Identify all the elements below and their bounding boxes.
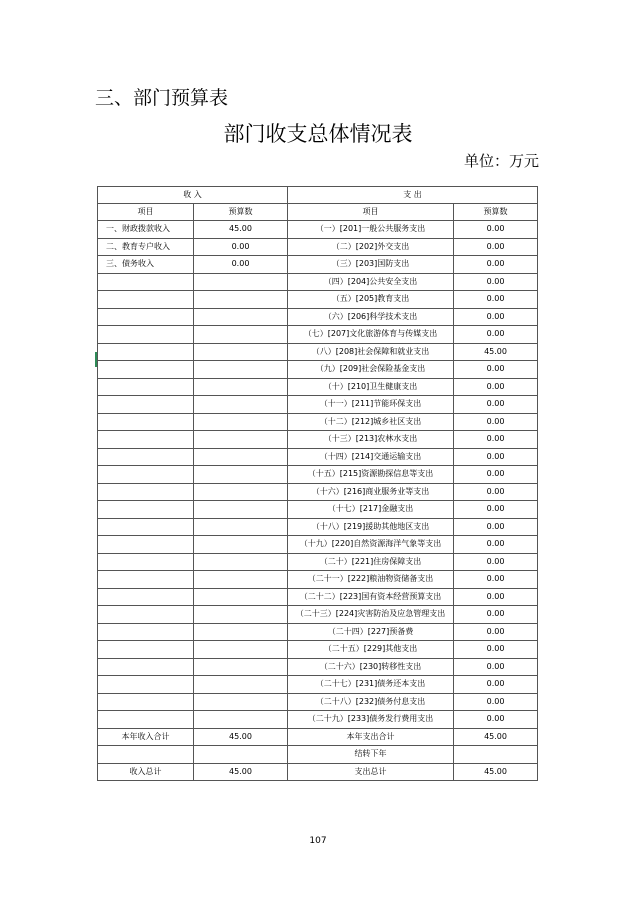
- expense-item-value: 0.00: [454, 361, 538, 379]
- expense-budget-header: 预算数: [454, 204, 538, 221]
- table-row: [98, 431, 538, 449]
- empty-cell: [194, 711, 288, 729]
- expense-item-value: 45.00: [454, 343, 538, 361]
- table-row: [98, 588, 538, 606]
- carry-forward-label: 结转下年: [288, 746, 454, 764]
- expense-group-header: 支 出: [288, 187, 538, 204]
- empty-cell: [194, 588, 288, 606]
- year-income-total-label: 本年收入合计: [98, 728, 194, 746]
- table-row: [98, 396, 538, 414]
- section-heading: 三、部门预算表: [95, 87, 229, 109]
- expense-item-label: （十九）[220]自然资源海洋气象等支出: [288, 536, 454, 554]
- expense-item-label: （十三）[213]农林水支出: [288, 431, 454, 449]
- expense-item-value: 0.00: [454, 221, 538, 239]
- expense-item-label: （十八）[219]援助其他地区支出: [288, 518, 454, 536]
- empty-cell: [98, 606, 194, 624]
- empty-cell: [194, 308, 288, 326]
- expense-item-value: 0.00: [454, 413, 538, 431]
- empty-cell: [194, 536, 288, 554]
- grand-total-row: [98, 763, 538, 781]
- expense-item-value: 0.00: [454, 623, 538, 641]
- expense-item-label: （二）[202]外交支出: [288, 238, 454, 256]
- expense-item-label: （七）[207]文化旅游体育与传媒支出: [288, 326, 454, 344]
- table-row: [98, 448, 538, 466]
- income-grand-total-label: 收入总计: [98, 763, 194, 781]
- empty-cell: [98, 273, 194, 291]
- empty-cell: [98, 501, 194, 519]
- expense-item-value: 0.00: [454, 606, 538, 624]
- expense-item-label: （二十四）[227]预备费: [288, 623, 454, 641]
- empty-cell: [98, 378, 194, 396]
- year-expense-total-value: 45.00: [454, 728, 538, 746]
- empty-cell: [98, 623, 194, 641]
- expense-item-label: （九）[209]社会保险基金支出: [288, 361, 454, 379]
- table-row: [98, 606, 538, 624]
- table-row: [98, 553, 538, 571]
- column-header-row: [98, 204, 538, 221]
- expense-item-label: （二十二）[223]国有资本经营预算支出: [288, 588, 454, 606]
- table-row: [98, 221, 538, 239]
- table-row: [98, 518, 538, 536]
- table-row: [98, 676, 538, 694]
- expense-item-value: 0.00: [454, 273, 538, 291]
- empty-cell: [98, 571, 194, 589]
- expense-item-value: 0.00: [454, 553, 538, 571]
- table-row: [98, 623, 538, 641]
- expense-item-label: （二十六）[230]转移性支出: [288, 658, 454, 676]
- empty-cell: [194, 413, 288, 431]
- empty-cell: [194, 641, 288, 659]
- empty-cell: [194, 396, 288, 414]
- table-row: [98, 571, 538, 589]
- expense-item-value: 0.00: [454, 536, 538, 554]
- empty-cell: [194, 501, 288, 519]
- empty-cell: [98, 518, 194, 536]
- expense-item-label: （二十七）[231]债务还本支出: [288, 676, 454, 694]
- expense-item-value: 0.00: [454, 658, 538, 676]
- empty-cell: [98, 396, 194, 414]
- expense-item-label: （三）[203]国防支出: [288, 256, 454, 274]
- empty-cell: [194, 571, 288, 589]
- expense-item-label: （二十五）[229]其他支出: [288, 641, 454, 659]
- table-row: [98, 501, 538, 519]
- empty-cell: [98, 483, 194, 501]
- table-row: [98, 641, 538, 659]
- expense-grand-total-label: 支出总计: [288, 763, 454, 781]
- empty-cell: [194, 623, 288, 641]
- empty-cell: [98, 448, 194, 466]
- empty-cell: [98, 641, 194, 659]
- expense-item-label: （二十八）[232]债务付息支出: [288, 693, 454, 711]
- table-row: [98, 483, 538, 501]
- table-row: [98, 711, 538, 729]
- expense-item-label: （二十）[221]住房保障支出: [288, 553, 454, 571]
- empty-cell: [194, 693, 288, 711]
- unit-label: 单位：万元: [463, 152, 539, 170]
- expense-item-value: 0.00: [454, 378, 538, 396]
- expense-item-label: （二十一）[222]粮油物资储备支出: [288, 571, 454, 589]
- expense-item-header: 项目: [288, 204, 454, 221]
- table-row: [98, 466, 538, 484]
- year-total-row: [98, 728, 538, 746]
- table-row: [98, 273, 538, 291]
- income-item-value: 0.00: [194, 256, 288, 274]
- empty-cell: [98, 291, 194, 309]
- expense-item-label: （十二）[212]城乡社区支出: [288, 413, 454, 431]
- income-item-label: 三、债务收入: [98, 256, 194, 274]
- empty-cell: [194, 606, 288, 624]
- expense-item-value: 0.00: [454, 396, 538, 414]
- empty-cell: [194, 431, 288, 449]
- table-row: [98, 361, 538, 379]
- empty-cell: [194, 483, 288, 501]
- table-row: [98, 693, 538, 711]
- empty-cell: [98, 746, 194, 764]
- empty-cell: [194, 553, 288, 571]
- expense-item-value: 0.00: [454, 238, 538, 256]
- budget-table: [97, 186, 538, 781]
- empty-cell: [194, 746, 288, 764]
- expense-item-label: （十六）[216]商业服务业等支出: [288, 483, 454, 501]
- expense-item-value: 0.00: [454, 483, 538, 501]
- empty-cell: [98, 413, 194, 431]
- page-number: 107: [309, 836, 327, 846]
- expense-item-label: （十）[210]卫生健康支出: [288, 378, 454, 396]
- empty-cell: [98, 308, 194, 326]
- expense-grand-total-value: 45.00: [454, 763, 538, 781]
- year-income-total-value: 45.00: [194, 728, 288, 746]
- expense-item-label: （四）[204]公共安全支出: [288, 273, 454, 291]
- income-item-label: 一、财政拨款收入: [98, 221, 194, 239]
- table-row: [98, 326, 538, 344]
- empty-cell: [194, 291, 288, 309]
- expense-item-value: 0.00: [454, 518, 538, 536]
- empty-cell: [98, 693, 194, 711]
- expense-item-label: （十七）[217]金融支出: [288, 501, 454, 519]
- empty-cell: [194, 343, 288, 361]
- carry-forward-row: [98, 746, 538, 764]
- empty-cell: [194, 658, 288, 676]
- empty-cell: [98, 588, 194, 606]
- empty-cell: [194, 361, 288, 379]
- empty-cell: [194, 448, 288, 466]
- expense-item-value: 0.00: [454, 466, 538, 484]
- table-row: [98, 343, 538, 361]
- expense-item-label: （十一）[211]节能环保支出: [288, 396, 454, 414]
- expense-item-value: 0.00: [454, 291, 538, 309]
- table-row: [98, 658, 538, 676]
- empty-cell: [98, 711, 194, 729]
- empty-cell: [194, 378, 288, 396]
- income-group-header: 收 入: [98, 187, 288, 204]
- year-expense-total-label: 本年支出合计: [288, 728, 454, 746]
- empty-cell: [98, 431, 194, 449]
- table-row: [98, 291, 538, 309]
- table-row: [98, 413, 538, 431]
- empty-cell: [194, 466, 288, 484]
- empty-cell: [98, 343, 194, 361]
- expense-item-value: 0.00: [454, 693, 538, 711]
- empty-cell: [98, 361, 194, 379]
- cell-cursor-marker: [95, 352, 97, 367]
- empty-cell: [194, 273, 288, 291]
- expense-item-value: 0.00: [454, 431, 538, 449]
- empty-cell: [98, 536, 194, 554]
- income-item-header: 项目: [98, 204, 194, 221]
- table-row: [98, 238, 538, 256]
- expense-item-label: （二十九）[233]债务发行费用支出: [288, 711, 454, 729]
- expense-item-value: 0.00: [454, 641, 538, 659]
- empty-cell: [98, 326, 194, 344]
- expense-item-value: 0.00: [454, 256, 538, 274]
- empty-cell: [194, 326, 288, 344]
- table-row: [98, 378, 538, 396]
- expense-item-label: （十五）[215]资源勘探信息等支出: [288, 466, 454, 484]
- income-grand-total-value: 45.00: [194, 763, 288, 781]
- expense-item-value: 0.00: [454, 711, 538, 729]
- income-item-value: 45.00: [194, 221, 288, 239]
- income-item-value: 0.00: [194, 238, 288, 256]
- income-budget-header: 预算数: [194, 204, 288, 221]
- expense-item-value: 0.00: [454, 676, 538, 694]
- empty-cell: [98, 466, 194, 484]
- expense-item-value: 0.00: [454, 588, 538, 606]
- table-row: [98, 536, 538, 554]
- table-row: [98, 308, 538, 326]
- group-header-row: [98, 187, 538, 204]
- page-title: 部门收支总体情况表: [223, 122, 413, 146]
- expense-item-value: 0.00: [454, 448, 538, 466]
- empty-cell: [98, 658, 194, 676]
- expense-item-value: 0.00: [454, 501, 538, 519]
- expense-item-value: 0.00: [454, 308, 538, 326]
- expense-item-label: （一）[201]一般公共服务支出: [288, 221, 454, 239]
- income-item-label: 二、教育专户收入: [98, 238, 194, 256]
- expense-item-label: （二十三）[224]灾害防治及应急管理支出: [288, 606, 454, 624]
- expense-item-label: （十四）[214]交通运输支出: [288, 448, 454, 466]
- empty-cell: [454, 746, 538, 764]
- expense-item-label: （五）[205]教育支出: [288, 291, 454, 309]
- expense-item-label: （八）[208]社会保障和就业支出: [288, 343, 454, 361]
- expense-item-value: 0.00: [454, 571, 538, 589]
- expense-item-label: （六）[206]科学技术支出: [288, 308, 454, 326]
- expense-item-value: 0.00: [454, 326, 538, 344]
- empty-cell: [194, 518, 288, 536]
- table-row: [98, 256, 538, 274]
- empty-cell: [98, 553, 194, 571]
- empty-cell: [194, 676, 288, 694]
- empty-cell: [98, 676, 194, 694]
